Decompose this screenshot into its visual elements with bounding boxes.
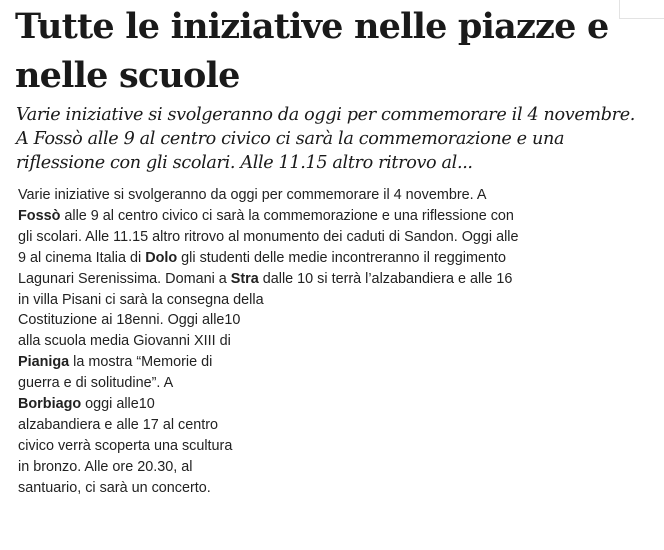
body-line <box>18 290 578 311</box>
summary-line-2: A Fossò alle 9 al centro civico ci sarà la commemorazione e una <box>16 129 565 149</box>
body-line <box>18 352 578 373</box>
body-text: la mostra “Memorie di <box>69 354 213 371</box>
body-text: Varie iniziative si svolgeranno da oggi per commemorare il 4 novembre. A <box>18 187 487 203</box>
place-name-borbiago: Borbiago <box>18 396 82 413</box>
body-text: alla scuola media Giovanni XIII di <box>18 333 231 350</box>
body-text: in bronzo. Alle ore 20.30, al <box>18 458 193 475</box>
body-line <box>18 373 578 394</box>
summary-line-1: Varie iniziative si svolgeranno da oggi per commemorare il 4 novembre. <box>16 105 636 125</box>
place-name-fosso: Fossò <box>18 207 61 224</box>
body-line <box>18 185 578 206</box>
title-line-1: Tutte le iniziative nelle piazze e <box>15 6 609 47</box>
body-text: gli scolari. Alle 11.15 altro ritrovo al monumento dei caduti di Sandon. Oggi alle <box>18 228 519 245</box>
place-name-stra: Stra <box>230 270 259 287</box>
body-text: Costituzione ai 18enni. Oggi alle10 <box>18 312 241 329</box>
body-text: gli studenti delle medie incontreranno il reggimento <box>177 249 506 266</box>
body-text: alle 9 al centro civico ci sarà la commemorazione e una riflessione con <box>60 207 514 224</box>
body-text: civico verrà scoperta una scultura <box>18 437 233 454</box>
body-line <box>18 415 578 436</box>
body-text: guerra e di solitudine”. A <box>18 375 174 392</box>
body-line <box>18 436 578 457</box>
body-line <box>18 248 578 269</box>
article-summary <box>16 103 664 175</box>
article-body <box>18 185 578 499</box>
body-text: 9 al cinema Italia di <box>18 249 146 266</box>
corner-frame <box>619 0 664 19</box>
body-line <box>18 227 578 248</box>
article-title <box>15 2 615 100</box>
title-line-2: nelle scuole <box>15 55 240 96</box>
body-line <box>18 457 578 478</box>
body-text: santuario, ci sarà un concerto. <box>18 479 211 496</box>
body-line <box>18 269 578 290</box>
body-text: in villa Pisani ci sarà la consegna della <box>18 291 264 308</box>
body-text: alzabandiera e alle 17 al centro <box>18 416 219 433</box>
summary-line-3: riflessione con gli scolari. Alle 11.15 altro ritrovo al... <box>16 153 473 173</box>
body-line <box>18 206 578 227</box>
body-text: dalle 10 si terrà l’alzabandiera e alle 16 <box>258 270 513 287</box>
body-line <box>18 394 578 415</box>
body-line <box>18 310 578 331</box>
body-line <box>18 478 578 499</box>
body-text: oggi alle10 <box>81 396 155 413</box>
body-line <box>18 331 578 352</box>
place-name-dolo: Dolo <box>145 249 178 266</box>
place-name-pianiga: Pianiga <box>18 354 70 371</box>
body-text: Lagunari Serenissima. Domani a <box>18 270 231 287</box>
